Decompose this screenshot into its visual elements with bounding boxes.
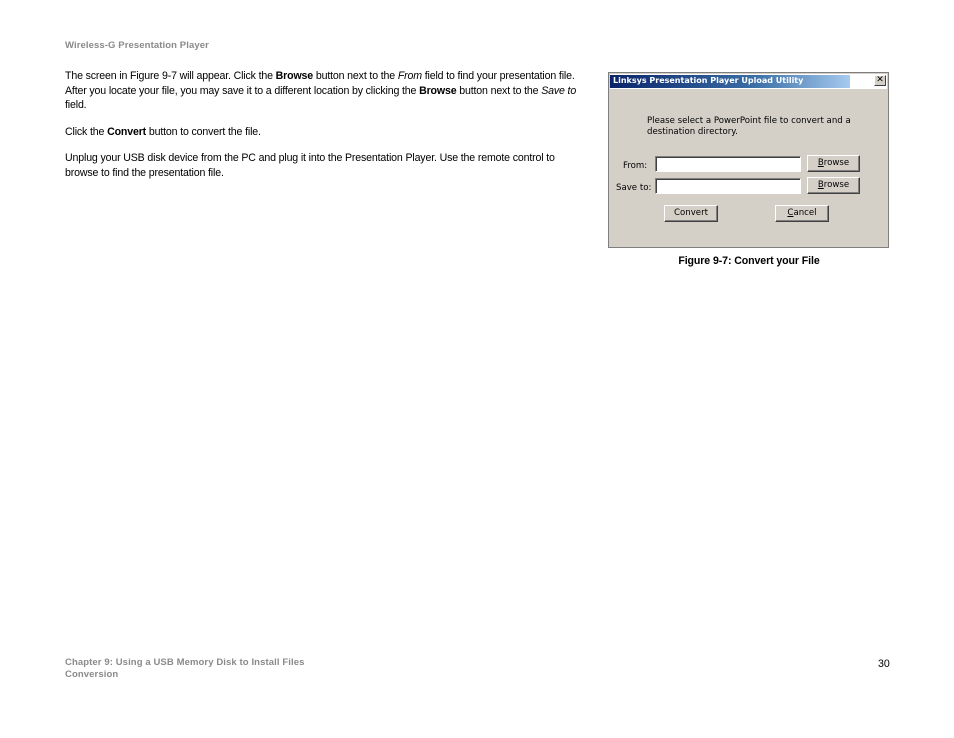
paragraph-browse-instructions (65, 69, 590, 113)
from-input[interactable] (655, 156, 801, 172)
paragraph-convert-instructions (65, 125, 590, 140)
italic-from: From (397, 70, 422, 82)
dialog-title: Linksys Presentation Player Upload Utility (613, 76, 804, 85)
text-run: The screen in Figure 9-7 will appear. Click the (65, 70, 276, 82)
text-run: button next to the (313, 70, 398, 82)
browse-label-rest: rowse (823, 158, 850, 168)
cancel-label-rest: ancel (793, 208, 817, 218)
browse-mnemonic: B (817, 180, 824, 190)
running-header: Wireless-G Presentation Player (65, 40, 209, 51)
text-run: field. (65, 99, 87, 111)
page-number: 30 (878, 658, 890, 670)
paragraph-unplug-instructions (65, 151, 590, 180)
text-run: Unplug your USB disk device from the PC and plug it into the Presentation Player. Use the remote control to browse to find the presentation file. (65, 152, 555, 179)
browse-mnemonic: B (817, 158, 824, 168)
titlebar-gradient (610, 75, 850, 88)
dialog-titlebar[interactable] (610, 74, 887, 89)
cancel-button[interactable] (775, 205, 829, 222)
text-run: Click the (65, 125, 108, 138)
italic-save-to: Save to (541, 84, 577, 97)
close-button[interactable] (874, 75, 886, 86)
close-icon: ✕ (876, 75, 884, 85)
browse-from-button[interactable] (807, 155, 860, 172)
footer-chapter: Chapter 9: Using a USB Memory Disk to Install Files (65, 657, 305, 668)
footer-section: Conversion (65, 669, 119, 680)
from-label: From: (623, 161, 648, 171)
upload-utility-dialog (608, 72, 889, 248)
bold-browse: Browse (275, 70, 314, 82)
text-run: field to find your presentation file. After you locate your file, you may save it to a different location by clicking the (65, 70, 575, 97)
footer (65, 657, 305, 681)
save-to-label: Save to: (616, 183, 652, 193)
convert-button[interactable]: Convert (664, 205, 718, 222)
save-to-input[interactable] (655, 178, 801, 194)
text-run: button to convert the file. (146, 125, 261, 138)
bold-convert: Convert (107, 125, 147, 138)
dialog-prompt: Please select a PowerPoint file to convert and a destination directory. (647, 116, 851, 137)
cancel-mnemonic: C (787, 208, 794, 218)
browse-label-rest: rowse (823, 180, 850, 190)
figure-caption: Figure 9-7: Convert your File (678, 255, 820, 267)
bold-browse: Browse (419, 84, 457, 97)
body-text (65, 69, 590, 192)
browse-save-to-button[interactable] (807, 177, 860, 194)
text-run: button next to the (456, 84, 542, 97)
